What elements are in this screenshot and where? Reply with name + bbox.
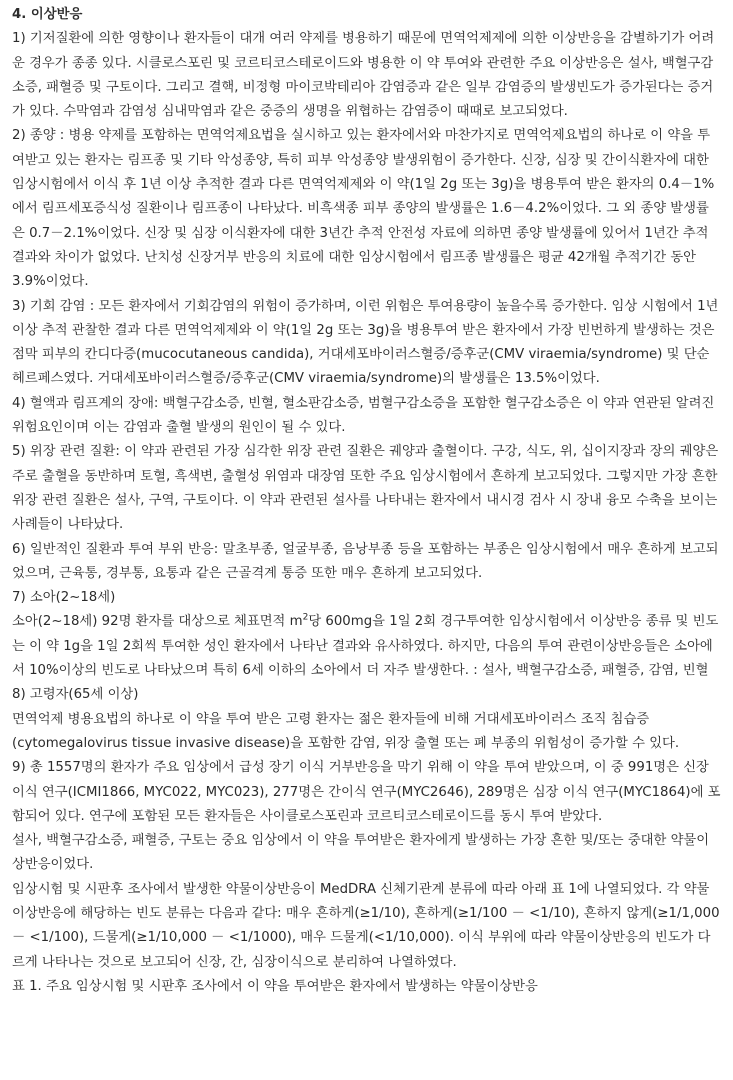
paragraph-gastrointestinal: 5) 위장 관련 질환: 이 약과 관련된 가장 심각한 위장 관련 질환은 궤양과 출혈이다. 구강, 식도, 위, 십이지장과 장의 궤양은 주로 출혈을 동반하며 토혈, 흑색변, 출혈성 위염과 대장염 또한 주요 임상시험에서 흔하게 보고되었다. 그렇지만 가장 흔한 위장 관련 질환은 설사, 구역, 구토이다. 이 약과 관련된 설사를 나타내는 환자에서 내시경 검사 시 장내 융모 수축을 보이는 사례들이 나타났다. (12, 444, 719, 533)
paragraph-blood-lymph: 4) 혈액과 림프계의 장애: 백혈구감소증, 빈혈, 혈소판감소증, 범혈구감소증을 포함한 혈구감소증은 이 약과 연관된 알려진 위험요인이며 이는 감염과 출혈 발생의 원인이 될 수 있다. (12, 395, 715, 436)
paragraph-elderly: 면역억제 병용요법의 하나로 이 약을 투여 받은 고령 환자는 젊은 환자들에 비해 거대세포바이러스 조직 침습증(cytomegalovirus tissue invasive disease)을 포함한 감염, 위장 출혈 또는 폐 부종의 위험성이 증가할 수 있다. (12, 711, 680, 751)
table-caption: 표 1. 주요 임상시험 및 시판후 조사에서 이 약을 투여받은 환자에서 발생하는 약물이상반응 (12, 978, 538, 994)
paragraph-general-disorders: 6) 일반적인 질환과 투여 부위 반응: 말초부종, 얼굴부종, 음낭부종 등을 포함하는 부종은 임상시험에서 매우 흔하게 보고되었으며, 근육통, 경부통, 요통과 같은 근골격계 통증 또한 매우 흔하게 보고되었다. (12, 541, 719, 581)
paragraph-general: 1) 기저질환에 의한 영향이나 환자들이 대개 여러 약제를 병용하기 때문에 면역억제제에 의한 이상반응을 감별하기가 어려운 경우가 종종 있다. 시클로스포린 및 코르티코스테로이드와 병용한 이 약 투여와 관련한 주요 이상반응은 설사, 백혈구감소증, 패혈증 및 구토이다. 그리고 결핵, 비정형 마이코박테리아 감염증과 같은 일부 감염증의 발생빈도가 증가된다는 증거가 있다. 수막염과 감염성 심내막염과 같은 중증의 생명을 위협하는 감염증이 때때로 보고되었다. (12, 31, 715, 120)
superscript-two: 2 (302, 613, 309, 623)
paragraph-frequency-classification: 임상시험 및 시판후 조사에서 발생한 약물이상반응이 MedDRA 신체기관계 분류에 따라 아래 표 1에 나열되었다. 각 약물이상반응에 해당하는 빈도 분류는 다음과 같다: 매우 흔하게(≥1/10), 흔하게(≥1/100 － <1/10), 흔하지 않게(≥1/1,000 － <1/100), 드물게(≥1/10,000 － <1/1000), 매우 드물게(<1/10,000). 이식 부위에 따라 약물이상반응의 빈도가 다르게 나타나는 것으로 보고되어 신장, 간, 심장이식으로 분리하여 나열하였다. (12, 881, 720, 970)
paragraph-tumor: 2) 종양 : 병용 약제를 포함하는 면역억제요법을 실시하고 있는 환자에서와 마찬가지로 면역억제요법의 하나로 이 약을 투여받고 있는 환자는 림프종 및 기타 악성종양, 특히 피부 악성종양 발생위험이 증가한다. 신장, 심장 및 간이식환자에 대한 임상시험에서 이식 후 1년 이상 추적한 결과 다른 면역억제제와 이 약(1일 2g 또는 3g)을 병용투여 받은 환자의 0.4－1%에서 림프세포증식성 질환이나 림프종이 나타났다. 비흑색종 피부 종양의 발생률은 1.6－4.2%이었다. 그 외 종양 발생률은 0.7－2.1%이었다. 신장 및 심장 이식환자에 대한 3년간 추적 안전성 자료에 의하면 종양 발생률에 있어서 1년간 추적 결과와 차이가 없었다. 난치성 신장거부 반응의 치료에 대한 임상시험에서 림프종 발생률은 평균 42개월 추적기간 동안 3.9%이었다. (12, 128, 715, 290)
paragraph-common-reactions: 설사, 백혈구감소증, 패혈증, 구토는 중요 임상에서 이 약을 투여받은 환자에게 발생하는 가장 흔한 및/또는 중대한 약물이상반응이었다. (12, 833, 710, 873)
heading-pediatric: 7) 소아(2~18세) (12, 590, 116, 606)
paragraph-clinical-trials: 9) 총 1557명의 환자가 주요 임상에서 급성 장기 이식 거부반응을 막기 위해 이 약을 투여 받았으며, 이 중 991명은 신장 이식 연구(ICMI1866, MYC022, MYC023), 277명은 간이식 연구(MYC2646), 289명은 심장 이식 연구(MYC1864)에 포함되어 있다. 연구에 포함된 모든 환자들은 사이클로스포린과 코르티코스테로이드를 동시 투여 받았다. (12, 760, 721, 824)
section-title: 4. 이상반응 (12, 7, 83, 22)
paragraph-opportunistic-infection: 3) 기회 감염 : 모든 환자에서 기회감염의 위험이 증가하며, 이런 위험은 투여용량이 높을수록 증가한다. 임상 시험에서 1년 이상 추적 관찰한 결과 다른 면역억제제와 이 약(1일 2g 또는 3g)을 병용투여 받은 환자에서 가장 빈번하게 발생하는 것은 점막 피부의 칸디다증(mucocutaneous candida), 거대세포바이러스혈증/증후군(CMV viraemia/syndrome) 및 단순헤르페스였다. 거대세포바이러스혈증/증후군(CMV viraemia/syndrome)의 발생률은 13.5%이었다. (12, 298, 719, 387)
pediatric-text-after: 당 600mg을 1일 2회 경구투여한 임상시험에서 이상반응 종류 및 빈도는 이 약 1g을 1일 2회씩 투여한 성인 환자에서 나타난 결과와 유사하였다. 하지만, 다음의 투여 관련이상반응들은 소아에서 10%이상의 빈도로 나타났으며 특히 6세 이하의 소아에서 더 자주 발생한다. : 설사, 백혈구감소증, 패혈증, 감염, 빈혈 (12, 614, 719, 679)
pediatric-text-before: 소아(2~18세) 92명 환자를 대상으로 체표면적 m (12, 614, 303, 630)
paragraph-pediatric (12, 610, 721, 683)
heading-elderly: 8) 고령자(65세 이상) (12, 687, 139, 703)
